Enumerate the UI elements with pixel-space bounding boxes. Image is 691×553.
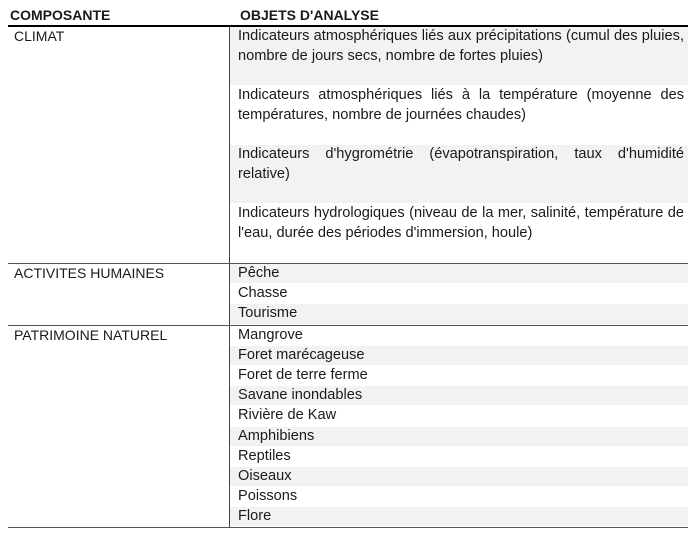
objets-activites	[230, 264, 688, 325]
analysis-table	[8, 8, 688, 528]
table-row: Indicateurs atmosphériques liés à la température (moyenne des températures, nombre de journées chaudes)	[230, 86, 688, 145]
header-objets: OBJETS D'ANALYSE	[240, 7, 379, 23]
section-climat	[8, 27, 688, 264]
table-row: Pêche	[230, 264, 688, 284]
table-header	[8, 8, 688, 27]
table-row: Mangrove	[230, 326, 688, 346]
section-activites	[8, 264, 688, 326]
composante-climat: CLIMAT	[8, 27, 230, 263]
objets-patrimoine	[230, 326, 688, 528]
table-row: Amphibiens	[230, 427, 688, 447]
table-row: Foret marécageuse	[230, 346, 688, 366]
composante-activites: ACTIVITES HUMAINES	[8, 264, 230, 325]
table-row: Indicateurs hydrologiques (niveau de la mer, salinité, température de l'eau, durée des périodes d'immersion, houle)	[230, 204, 688, 263]
table-row: Reptiles	[230, 447, 688, 467]
header-composante: COMPOSANTE	[10, 7, 111, 23]
table-row: Oiseaux	[230, 467, 688, 487]
objets-climat	[230, 27, 688, 263]
composante-patrimoine: PATRIMOINE NATUREL	[8, 326, 230, 528]
table-row: Savane inondables	[230, 386, 688, 406]
table-row: Tourisme	[230, 304, 688, 324]
table-row: Flore	[230, 507, 688, 527]
table-row: Indicateurs d'hygrométrie (évapotranspiration, taux d'humidité relative)	[230, 145, 688, 204]
section-patrimoine	[8, 326, 688, 529]
table-row: Foret de terre ferme	[230, 366, 688, 386]
table-row: Poissons	[230, 487, 688, 507]
table-row: Indicateurs atmosphériques liés aux précipitations (cumul des pluies, nombre de jours secs, nombre de fortes pluies)	[230, 27, 688, 86]
table-row: Rivière de Kaw	[230, 406, 688, 426]
table-row: Chasse	[230, 284, 688, 304]
